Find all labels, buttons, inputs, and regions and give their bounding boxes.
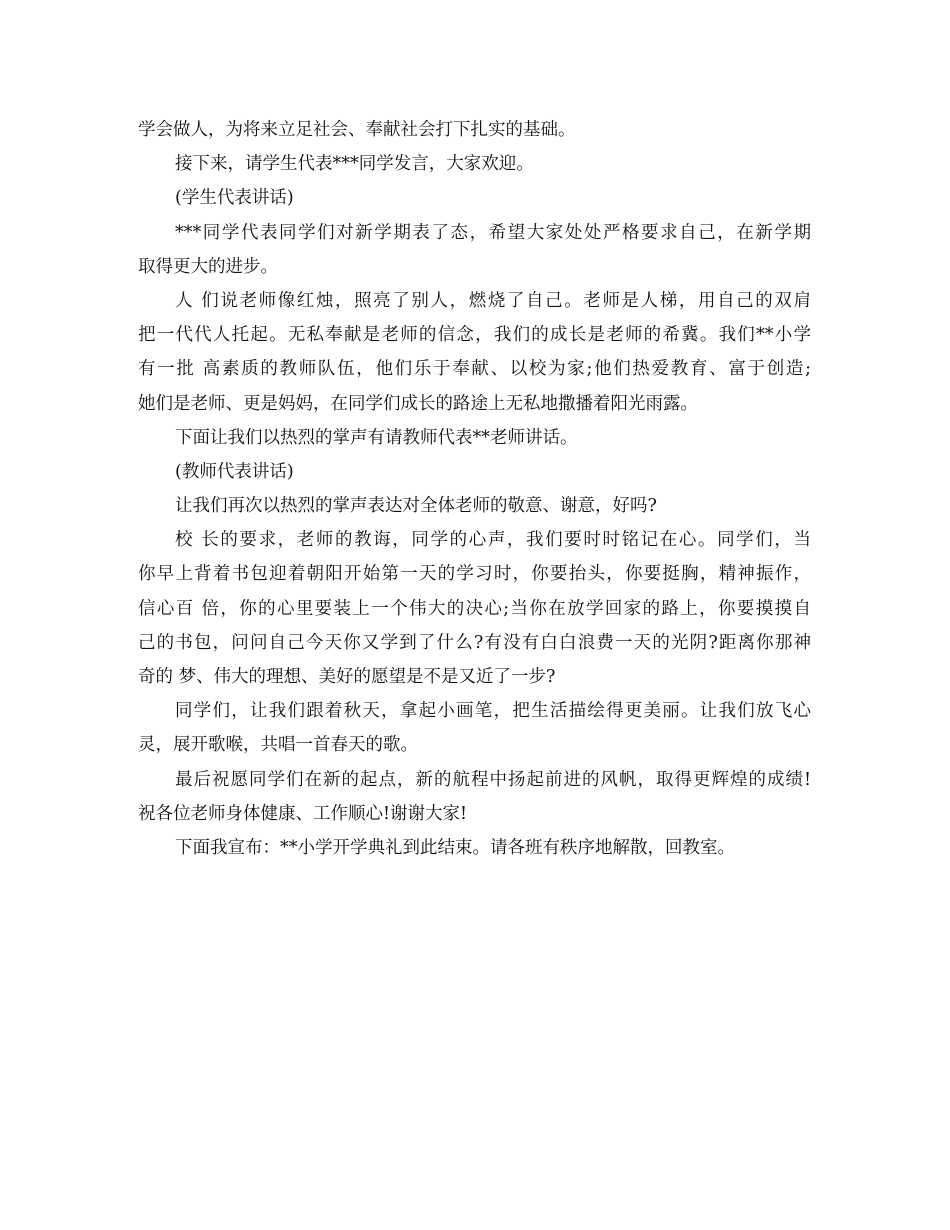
paragraph-line: 取得更大的进步。 bbox=[138, 256, 278, 277]
paragraph-line: 己的书包，问问自己今天你又学到了什么?有没有白白浪费一天的光阴?距离你那神 bbox=[138, 632, 811, 653]
paragraph-line: 人 们说老师像红烛，照亮了别人，燃烧了自己。老师是人梯，用自己的双肩 bbox=[175, 290, 811, 311]
paragraph-line: 奇的 梦、伟大的理想、美好的愿望是不是又近了一步? bbox=[138, 667, 556, 687]
paragraph-line: 让我们再次以热烈的掌声表达对全体老师的敬意、谢意，好吗? bbox=[175, 496, 657, 517]
paragraph-line: 下面让我们以热烈的掌声有请教师代表**老师讲话。 bbox=[175, 427, 578, 448]
paragraph-line: 接下来，请学生代表***同学发言，大家欢迎。 bbox=[175, 154, 534, 175]
paragraph-line: 祝各位老师身体健康、工作顺心!谢谢大家! bbox=[138, 803, 468, 824]
document-body bbox=[138, 113, 818, 865]
paragraph-line: 同学们，让我们跟着秋天，拿起小画笔，把生活描绘得更美丽。让我们放飞心 bbox=[175, 701, 811, 722]
paragraph-line: 你早上背着书包迎着朝阳开始第一天的学习时，你要抬头，你要挺胸，精神振作， bbox=[138, 564, 811, 585]
paragraph-line: 信心百 倍，你的心里要装上一个伟大的决心;当你在放学回家的路上，你要摸摸自 bbox=[138, 598, 811, 619]
paragraph-line: 学会做人，为将来立足社会、奉献社会打下扎实的基础。 bbox=[138, 120, 576, 140]
paragraph-line: 校 长的要求，老师的教诲，同学的心声，我们要时时铭记在心。同学们，当 bbox=[175, 530, 811, 551]
paragraph-line: 下面我宣布：**小学开学典礼到此结束。请各班有秩序地解散，回教室。 bbox=[175, 837, 735, 858]
paragraph-line: 灵，展开歌喉，共唱一首春天的歌。 bbox=[138, 735, 418, 756]
paragraph-line: (教师代表讲话) bbox=[175, 461, 294, 482]
paragraph-line: 最后祝愿同学们在新的起点，新的航程中扬起前进的风帆，取得更辉煌的成绩! bbox=[175, 769, 811, 790]
paragraph-line: (学生代表讲话) bbox=[175, 188, 294, 209]
paragraph-line: ***同学代表同学们对新学期表了态，希望大家处处严格要求自己，在新学期 bbox=[175, 222, 811, 243]
paragraph-line: 把一代代人托起。无私奉献是老师的信念，我们的成长是老师的希冀。我们**小学 bbox=[138, 325, 811, 346]
paragraph-line: 有一批 高素质的教师队伍，他们乐于奉献、以校为家;他们热爱教育、富于创造; bbox=[138, 359, 811, 380]
paragraph-line: 她们是老师、更是妈妈，在同学们成长的路途上无私地撒播着阳光雨露。 bbox=[138, 393, 698, 414]
